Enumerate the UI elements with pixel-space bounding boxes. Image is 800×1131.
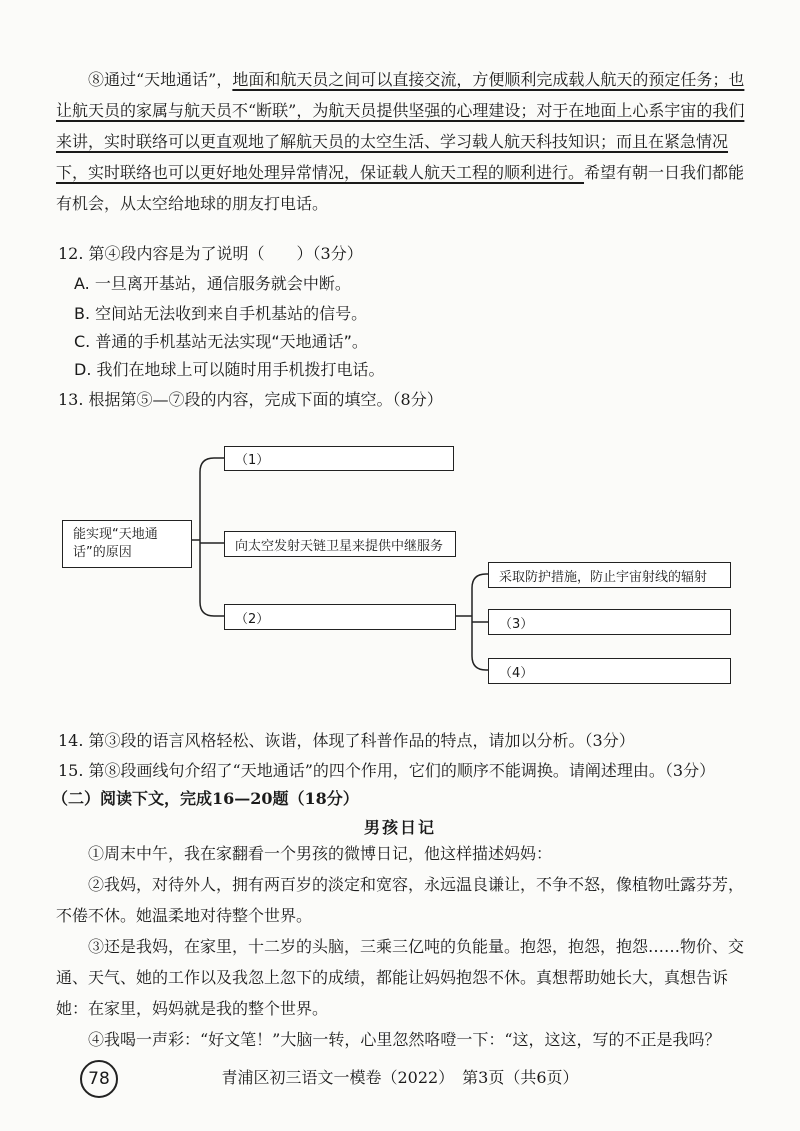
- story-paragraph-1: ①周末中午，我在家翻看一个男孩的微博日记，他这样描述妈妈：: [88, 844, 553, 863]
- paragraph-8-head: ⑧通过“天地通话”，: [88, 70, 233, 89]
- story-title: 男孩日记: [363, 818, 436, 837]
- diagram-protect-label: 采取防护措施，防止宇宙射线的辐射: [499, 569, 708, 585]
- story-paragraph-3: ③还是我妈，在家里，十二岁的头脑，三乘三亿吨的负能量。抱怨，抱怨，抱怨……物价、交通、天气、她的工作以及我忽上忽下的成绩，都能让妈妈抱怨不休。真想帮助她长大，真想告诉她：在家里，妈妈就是我的整个世界。: [56, 937, 745, 1018]
- page-footer: 青浦区初三语文一模卷（2022） 第3页（共6页）: [221, 1068, 579, 1087]
- paragraph-8-underlined-sentence: 地面和航天员之间可以直接交流，方便顺利完成载人航天的预定任务；也让航天员的家属与航天员不“断联”，为航天员提供坚强的心理建设；对于在地面上心系宇宙的我们来讲，实时联络可以更直观地了解航天员的太空生活、学习载人航天科技知识；而且在紧急情况下，实时联络也可以更好地处理异常情况，保证载人航天工程的顺利进行。: [56, 70, 745, 182]
- question-14: 14. 第③段的语言风格轻松、诙谐，体现了科普作品的特点，请加以分析。（3分）: [58, 731, 635, 750]
- story-paragraph-2: ②我妈，对待外人，拥有两百岁的淡定和宽容，永远温良谦让，不争不怒，像植物吐露芬芳，不倦不休。她温柔地对待整个世界。: [56, 875, 745, 925]
- diagram-root-label: 能实现“天地通话”的原因: [73, 527, 158, 560]
- diagram-blank-4-box[interactable]: [488, 658, 731, 684]
- question-12-option-c: C. 普通的手机基站无法实现“天地通话”。: [74, 332, 368, 351]
- story-paragraph-4: ④我喝一声彩：“好文笔！”大脑一转，心里忽然咯噔一下：“这，这这，写的不正是我吗？: [88, 1030, 721, 1049]
- diagram-root-box: [62, 520, 192, 568]
- question-12-stem: 12. 第④段内容是为了说明（ ）（3分）: [58, 244, 363, 263]
- diagram-blank-1-label: （1）: [235, 453, 270, 468]
- diagram-relay-box: [224, 531, 456, 557]
- question-12-option-d: D. 我们在地球上可以随时用手机拨打电话。: [74, 360, 385, 379]
- paragraph-8-tail: 希望有朝一日我们都能有机会，从太空给地球的朋友打电话。: [56, 163, 745, 213]
- question-15: 15. 第⑧段画线句介绍了“天地通话”的四个作用，它们的顺序不能调换。请阐述理由。（3分）: [58, 761, 716, 780]
- section-2-heading: （二）阅读下文，完成16—20题（18分）: [52, 789, 359, 808]
- question-12-option-b: B. 空间站无法收到来自手机基站的信号。: [74, 304, 368, 323]
- diagram-blank-2-label: （2）: [235, 611, 270, 627]
- question-12-option-a: A. 一旦离开基站，通信服务就会中断。: [74, 274, 351, 293]
- diagram-blank-1-box[interactable]: [224, 446, 454, 471]
- diagram-blank-2-box[interactable]: [224, 604, 456, 630]
- diagram-protect-box: [488, 562, 731, 588]
- page-number-badge: 78: [80, 1060, 118, 1098]
- diagram-blank-3-box[interactable]: [488, 609, 731, 635]
- question-13-stem: 13. 根据第⑤—⑦段的内容，完成下面的填空。（8分）: [58, 390, 443, 409]
- diagram-blank-4-label: （4）: [499, 665, 534, 681]
- diagram-blank-3-label: （3）: [499, 616, 534, 632]
- diagram-relay-label: 向太空发射天链卫星来提供中继服务: [235, 538, 444, 554]
